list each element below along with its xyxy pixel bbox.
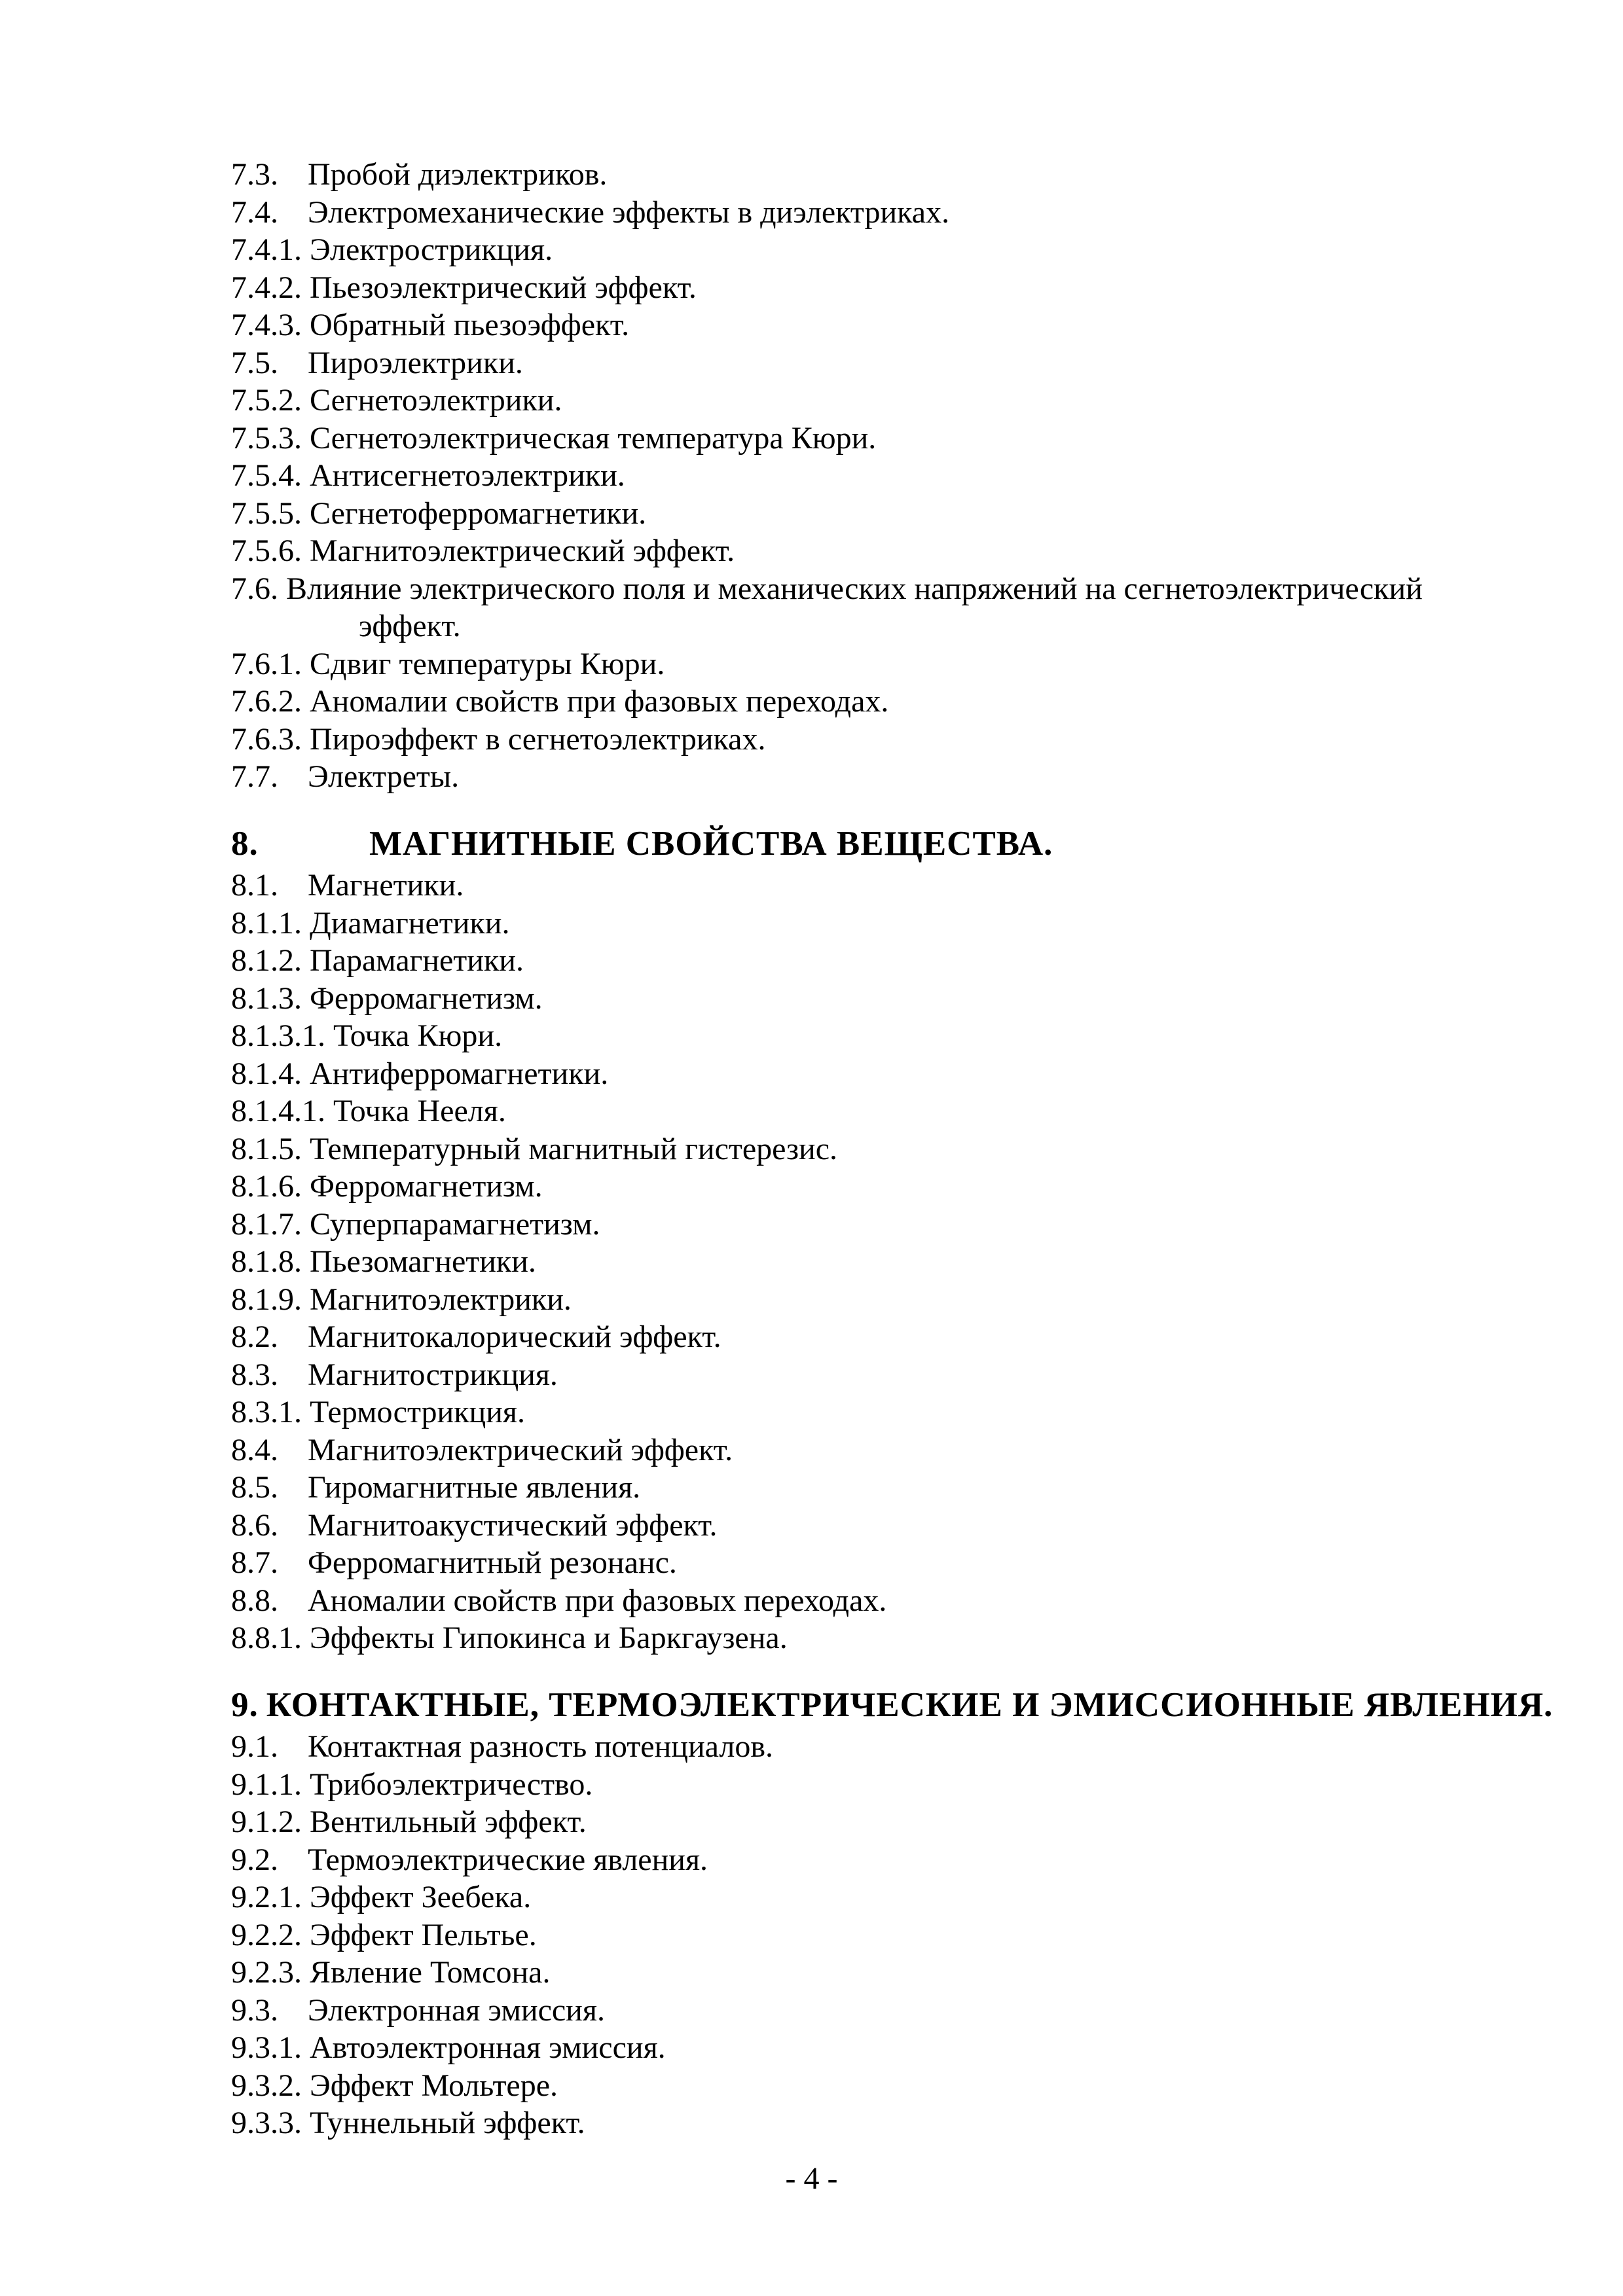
entry-text: Сегнетоэлектрическая температура Кюри.	[310, 420, 877, 456]
toc-entry	[231, 306, 1518, 344]
toc-entry	[231, 1356, 1518, 1394]
entry-text: Явление Томсона.	[310, 1955, 551, 1990]
toc-entry	[231, 1992, 1518, 2030]
entry-text: Пробой диэлектриков.	[308, 157, 608, 192]
entry-text: Магнитоэлектрический эффект.	[310, 533, 735, 568]
entry-number: 8.1.9.	[231, 1282, 302, 1317]
entry-number: 7.6.2.	[231, 684, 302, 719]
entry-text: Ферромагнетизм.	[310, 1169, 543, 1204]
entry-number: 7.5.5.	[231, 495, 302, 531]
entry-text: Магнитоакустический эффект.	[308, 1507, 718, 1543]
entry-number: 7.5.6.	[231, 533, 302, 568]
toc-entry	[231, 867, 1518, 905]
entry-text: Точка Нееля.	[333, 1094, 506, 1128]
toc-entry	[231, 1318, 1518, 1356]
entry-text: Обратный пьезоэффект.	[310, 308, 630, 342]
toc-entry	[231, 420, 1518, 457]
entry-text: Магнетики.	[308, 868, 464, 903]
entry-number: 9.2.1.	[231, 1880, 302, 1914]
toc-entry	[231, 645, 1518, 683]
entry-text: Магнитоэлектрический эффект.	[308, 1432, 733, 1467]
entry-text: Эффекты Гипокинса и Баркгаузена.	[310, 1621, 788, 1655]
entry-number: 9.1.	[231, 1729, 278, 1764]
toc-entry	[231, 1092, 1518, 1130]
section-heading	[231, 1685, 1554, 1725]
entry-text: Термоэлектрические явления.	[308, 1842, 708, 1877]
entry-text: Пьезоэлектрический эффект.	[310, 270, 697, 305]
toc-entry	[231, 1017, 1518, 1055]
entry-number: 7.6.	[231, 571, 278, 606]
toc-entry	[231, 269, 1518, 307]
toc-entry	[231, 457, 1518, 495]
entry-text: Аномалии свойств при фазовых переходах.	[308, 1583, 887, 1618]
entry-number: 8.8.1.	[231, 1621, 302, 1655]
entry-text: Трибоэлектричество.	[310, 1767, 593, 1802]
toc-entry	[231, 1168, 1518, 1206]
entry-text: Электрострикция.	[310, 232, 553, 267]
toc-entry	[231, 1243, 1518, 1281]
entry-number: 8.1.	[231, 868, 278, 903]
entry-number: 8.1.3.1.	[231, 1018, 325, 1053]
entry-text: Сдвиг температуры Кюри.	[310, 646, 665, 681]
entry-text: Магнитострикция.	[308, 1357, 558, 1392]
entry-text: Ферромагнетизм.	[310, 980, 543, 1016]
entry-text: Эффект Мольтере.	[310, 2068, 558, 2103]
toc-entry	[231, 194, 1518, 232]
entry-text: Контактная разность потенциалов.	[308, 1729, 773, 1764]
entry-text: Ферромагнитный резонанс.	[308, 1545, 677, 1580]
entry-text: Антисегнетоэлектрики.	[310, 458, 625, 493]
entry-number: 7.5.4.	[231, 458, 302, 493]
section-title: МАГНИТНЫЕ СВОЙСТВА ВЕЩЕСТВА.	[369, 824, 1053, 863]
toc-entry	[231, 1281, 1518, 1319]
section-number: 8.	[231, 824, 259, 863]
entry-number: 9.3.	[231, 1992, 278, 2028]
toc-entry	[231, 1206, 1518, 1244]
toc-entry	[231, 683, 1518, 721]
entry-text: Электреты.	[308, 759, 460, 794]
entry-text: Антиферромагнетики.	[310, 1056, 609, 1091]
entry-text: Диамагнетики.	[310, 905, 510, 941]
toc-entry	[231, 1431, 1518, 1469]
toc-entry	[231, 231, 1518, 269]
entry-number: 7.7.	[231, 759, 278, 794]
entry-number: 8.1.5.	[231, 1131, 302, 1166]
entry-number: 9.2.2.	[231, 1917, 302, 1952]
toc-entry	[231, 1878, 1518, 1916]
entry-text: Влияние электрического поля и механических напряжений на сегнетоэлектрический	[286, 571, 1423, 606]
entry-text: Парамагнетики.	[310, 943, 524, 978]
entry-number: 9.1.1.	[231, 1767, 302, 1802]
toc-entry	[231, 1582, 1518, 1620]
entry-text: Пироэффект в сегнетоэлектриках.	[310, 721, 766, 757]
entry-number: 8.8.	[231, 1583, 278, 1618]
entry-number: 8.1.1.	[231, 905, 302, 941]
toc-entry	[231, 2104, 1518, 2142]
entry-text: Туннельный эффект.	[310, 2106, 585, 2140]
entry-number: 8.1.2.	[231, 943, 302, 978]
toc-entry	[231, 1130, 1518, 1168]
entry-number: 8.4.	[231, 1432, 278, 1467]
toc-entry	[231, 532, 1518, 570]
toc-entry	[231, 1728, 1518, 1766]
toc-entry	[231, 344, 1518, 382]
toc-entry	[231, 1766, 1518, 1804]
entry-number: 9.3.2.	[231, 2068, 302, 2103]
entry-text: Сегнетоферромагнетики.	[310, 495, 647, 531]
entry-number: 9.1.2.	[231, 1804, 302, 1839]
entry-number: 7.6.1.	[231, 646, 302, 681]
entry-text: Автоэлектронная эмиссия.	[310, 2030, 666, 2065]
toc-entry	[231, 758, 1518, 796]
entry-number: 8.1.7.	[231, 1206, 302, 1242]
page-footer	[0, 2160, 1623, 2198]
toc-entry	[231, 156, 1518, 194]
toc-entry	[231, 1507, 1518, 1545]
entry-number: 7.5.3.	[231, 420, 302, 456]
toc-entry	[231, 980, 1518, 1018]
toc-entry	[231, 1055, 1518, 1093]
toc-entry	[231, 905, 1518, 942]
entry-number: 7.5.2.	[231, 383, 302, 418]
entry-number: 8.7.	[231, 1545, 278, 1580]
entry-number: 8.2.	[231, 1319, 278, 1354]
entry-text: Магнитоэлектрики.	[310, 1282, 572, 1317]
toc-entry	[231, 1803, 1518, 1841]
entry-text: Магнитокалорический эффект.	[308, 1319, 721, 1354]
entry-number: 7.4.2.	[231, 270, 302, 305]
toc-entry	[231, 570, 1518, 608]
entry-number: 8.1.4.	[231, 1056, 302, 1091]
toc-entry	[231, 1544, 1518, 1582]
toc-entry	[231, 382, 1518, 420]
entry-text: Электромеханические эффекты в диэлектриках.	[308, 194, 950, 230]
section-title: КОНТАКТНЫЕ, ТЕРМОЭЛЕКТРИЧЕСКИЕ И ЭМИССИОННЫЕ ЯВЛЕНИЯ.	[266, 1685, 1554, 1724]
entry-text: Гиромагнитные явления.	[308, 1470, 641, 1505]
toc-entry	[231, 495, 1518, 533]
toc-entry	[231, 1469, 1518, 1507]
toc-entry	[231, 2029, 1518, 2067]
toc-entry	[231, 2067, 1518, 2105]
entry-number: 8.1.6.	[231, 1169, 302, 1204]
entry-text: Электронная эмиссия.	[308, 1992, 605, 2028]
entry-number: 8.1.3.	[231, 980, 302, 1016]
entry-number: 7.5.	[231, 345, 278, 380]
entry-text: Вентильный эффект.	[310, 1804, 587, 1839]
entry-number: 8.6.	[231, 1507, 278, 1543]
section-heading	[231, 825, 1518, 863]
entry-number: 7.4.1.	[231, 232, 302, 267]
entry-number: 8.3.1.	[231, 1395, 302, 1429]
toc-entry	[231, 1841, 1518, 1879]
entry-number: 9.2.3.	[231, 1955, 302, 1990]
entry-number: 9.2.	[231, 1842, 278, 1877]
entry-number: 9.3.1.	[231, 2030, 302, 2065]
entry-number: 7.3.	[231, 157, 278, 192]
entry-continuation-text: эффект.	[359, 609, 461, 643]
entry-number: 7.4.	[231, 194, 278, 230]
entry-number: 8.5.	[231, 1470, 278, 1505]
entry-text: Пироэлектрики.	[308, 345, 523, 380]
entry-text: Точка Кюри.	[333, 1018, 503, 1053]
entry-number: 7.6.3.	[231, 721, 302, 757]
toc-entry	[231, 1393, 1518, 1431]
section-number: 9.	[231, 1685, 259, 1724]
entry-text: Температурный магнитный гистерезис.	[310, 1131, 838, 1166]
entry-text: Аномалии свойств при фазовых переходах.	[310, 684, 889, 719]
toc-entry-continuation	[231, 607, 1518, 645]
entry-text: Эффект Пельтье.	[310, 1917, 537, 1952]
entry-text: Эффект Зеебека.	[310, 1880, 532, 1914]
toc-entry	[231, 942, 1518, 980]
entry-text: Сегнетоэлектрики.	[310, 383, 562, 418]
entry-number: 7.4.3.	[231, 308, 302, 342]
entry-text: Пьезомагнетики.	[310, 1244, 536, 1279]
toc-entry	[231, 1954, 1518, 1992]
toc-entry	[231, 721, 1518, 759]
entry-text: Суперпарамагнетизм.	[310, 1206, 600, 1242]
entry-number: 8.3.	[231, 1357, 278, 1392]
entry-number: 8.1.8.	[231, 1244, 302, 1279]
page-number: - 4 -	[785, 2161, 838, 2196]
entry-number: 8.1.4.1.	[231, 1094, 325, 1128]
entry-text: Термострикция.	[310, 1395, 525, 1429]
toc-entry	[231, 1619, 1518, 1657]
toc-entry	[231, 1916, 1518, 1954]
entry-number: 9.3.3.	[231, 2106, 302, 2140]
